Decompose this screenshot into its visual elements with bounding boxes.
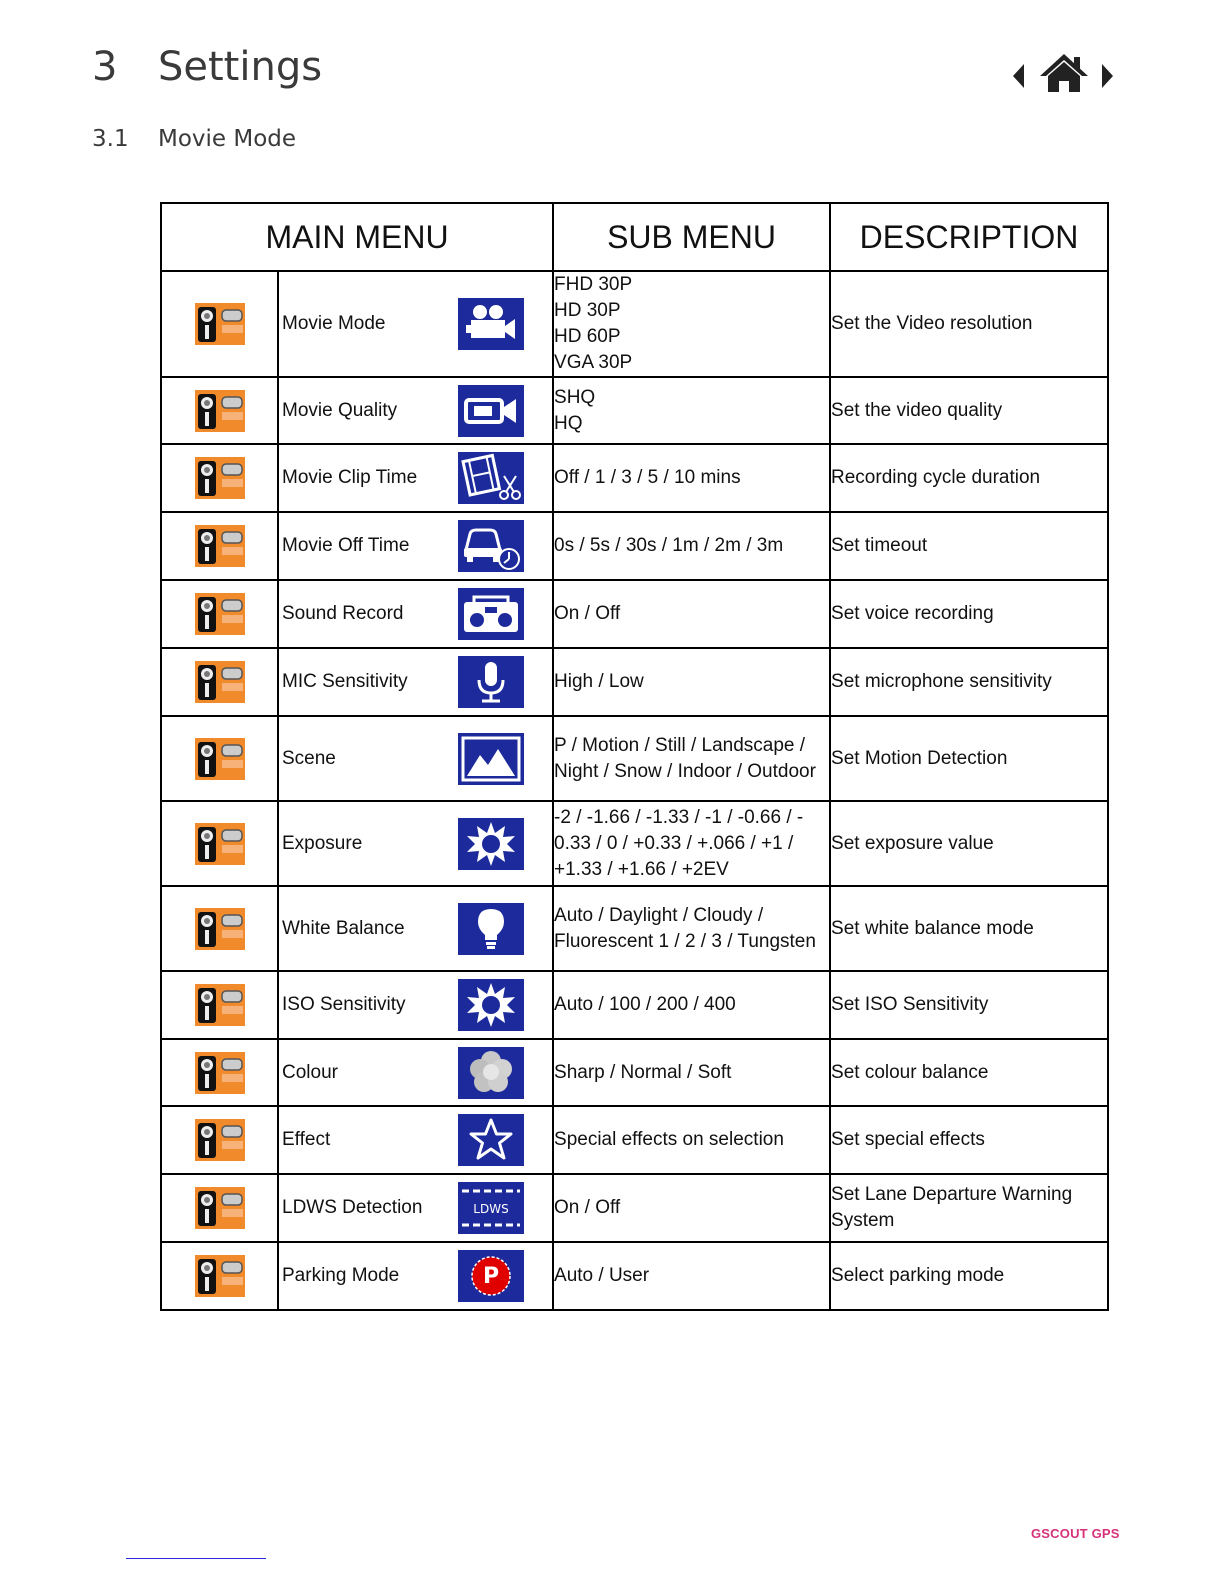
section-number: 3 (92, 44, 118, 90)
table-header-row (161, 203, 1108, 271)
movie-mode-category-icon (195, 661, 245, 703)
description-cell (830, 1106, 1108, 1174)
menu-item-cell (278, 716, 553, 801)
movie-mode-category-icon (195, 525, 245, 567)
menu-item-cell (278, 377, 553, 444)
table-row (161, 1174, 1108, 1242)
parking-icon (458, 1250, 524, 1302)
footer-link-underline[interactable] (126, 1558, 266, 1559)
description-cell (830, 716, 1108, 801)
sub-menu-option: Fluorescent 1 / 2 / 3 / Tungsten (554, 930, 816, 952)
footer-brand: GSCOUT GPS (1031, 1526, 1120, 1541)
menu-category-cell (161, 271, 278, 377)
sub-menu-option: +1.33 / +1.66 / +2EV (554, 858, 729, 880)
boombox-icon (458, 588, 524, 640)
table-row (161, 580, 1108, 648)
menu-category-cell (161, 444, 278, 512)
menu-item-name: Movie Off Time (282, 535, 410, 556)
description-cell (830, 1242, 1108, 1310)
description-text: Recording cycle duration (831, 467, 1041, 488)
menu-item-name: LDWS Detection (282, 1197, 423, 1218)
table-row (161, 1039, 1108, 1106)
menu-item-cell (278, 580, 553, 648)
main-menu-header: MAIN MENU (161, 203, 553, 271)
sub-menu-option: Special effects on selection (554, 1129, 784, 1150)
next-arrow-icon[interactable] (1100, 52, 1116, 96)
sub-menu-option: Auto / 100 / 200 / 400 (554, 994, 736, 1015)
mountain-scene-icon (458, 733, 524, 785)
sub-menu-option: On / Off (554, 1197, 621, 1218)
description-cell (830, 444, 1108, 512)
menu-item-name: ISO Sensitivity (282, 994, 406, 1015)
movie-mode-category-icon (195, 984, 245, 1026)
table-row (161, 801, 1108, 886)
movie-camera-icon (458, 298, 524, 350)
menu-item-cell (278, 512, 553, 580)
menu-item-name: MIC Sensitivity (282, 671, 408, 692)
film-scissors-icon (458, 452, 524, 504)
menu-item-cell (278, 1106, 553, 1174)
menu-item-cell (278, 648, 553, 716)
table-row (161, 1106, 1108, 1174)
menu-category-cell (161, 716, 278, 801)
sub-menu-cell (553, 801, 830, 886)
sub-menu-option: FHD 30P (554, 274, 633, 295)
sub-menu-option: 0s / 5s / 30s / 1m / 2m / 3m (554, 535, 784, 556)
description-text: Select parking mode (831, 1265, 1005, 1286)
description-text: Set colour balance (831, 1061, 989, 1083)
light-bulb-icon (458, 903, 524, 955)
iso-burst-icon (458, 979, 524, 1031)
sub-menu-cell (553, 580, 830, 648)
sub-menu-option: On / Off (554, 603, 621, 624)
menu-item-cell (278, 271, 553, 377)
microphone-icon (458, 656, 524, 708)
sub-menu-cell (553, 886, 830, 971)
sub-menu-cell (553, 648, 830, 716)
description-cell (830, 1174, 1108, 1242)
movie-mode-category-icon (195, 457, 245, 499)
menu-item-cell (278, 971, 553, 1039)
sub-menu-option: HQ (554, 412, 583, 434)
description-text: Set the Video resolution (831, 313, 1033, 334)
subsection-title: Movie Mode (158, 126, 297, 152)
description-text: Set Lane Departure Warning (831, 1184, 1073, 1205)
description-text: Set special effects (831, 1129, 985, 1150)
colour-flower-icon (458, 1047, 524, 1099)
table-row (161, 271, 1108, 377)
prev-arrow-icon[interactable] (1010, 52, 1026, 96)
description-text: Set ISO Sensitivity (831, 994, 989, 1015)
sub-menu-cell (553, 716, 830, 801)
description-text: Set Motion Detection (831, 747, 1008, 769)
menu-item-name: Movie Mode (282, 313, 386, 334)
menu-item-cell (278, 886, 553, 971)
sub-menu-cell (553, 377, 830, 444)
car-clock-icon (458, 520, 524, 572)
sub-menu-cell (553, 271, 830, 377)
sub-menu-option: P / Motion / Still / Landscape / (554, 734, 806, 756)
movie-mode-category-icon (195, 823, 245, 865)
menu-item-cell (278, 801, 553, 886)
movie-mode-category-icon (195, 593, 245, 635)
menu-item-name: Sound Record (282, 603, 404, 624)
ldws-icon (458, 1182, 524, 1234)
table-row (161, 444, 1108, 512)
sub-menu-cell (553, 971, 830, 1039)
description-text: Set timeout (831, 535, 928, 556)
sub-menu-cell (553, 444, 830, 512)
subsection-heading (92, 126, 296, 152)
menu-item-name: Movie Clip Time (282, 467, 418, 488)
movie-mode-category-icon (195, 738, 245, 780)
movie-mode-category-icon (195, 303, 245, 345)
description-cell (830, 886, 1108, 971)
subsection-number: 3.1 (92, 126, 129, 152)
menu-item-cell (278, 1039, 553, 1106)
movie-mode-settings-table (160, 202, 1109, 1311)
menu-category-cell (161, 1039, 278, 1106)
menu-category-cell (161, 801, 278, 886)
description-text: Set white balance mode (831, 917, 1034, 939)
star-icon (458, 1114, 524, 1166)
menu-category-cell (161, 1106, 278, 1174)
table-row (161, 512, 1108, 580)
description-text: Set exposure value (831, 832, 994, 854)
video-camera-icon (458, 385, 524, 437)
exposure-burst-icon (458, 818, 524, 870)
sub-menu-option: SHQ (554, 386, 596, 408)
movie-mode-category-icon (195, 908, 245, 950)
menu-category-cell (161, 971, 278, 1039)
movie-mode-category-icon (195, 1255, 245, 1297)
description-text: System (831, 1210, 895, 1231)
sub-menu-cell (553, 1242, 830, 1310)
description-cell (830, 377, 1108, 444)
sub-menu-option: Off / 1 / 3 / 5 / 10 mins (554, 467, 741, 488)
home-icon[interactable] (1038, 52, 1090, 96)
menu-item-name: Scene (282, 747, 336, 769)
menu-category-cell (161, 512, 278, 580)
movie-mode-category-icon (195, 1052, 245, 1094)
menu-category-cell (161, 886, 278, 971)
sub-menu-option: HD 60P (554, 326, 621, 347)
menu-category-cell (161, 1242, 278, 1310)
sub-menu-option: 0.33 / 0 / +0.33 / +.066 / +1 / (554, 832, 794, 854)
table-row (161, 1242, 1108, 1310)
ldws-icon-label: LDWS (473, 1202, 509, 1216)
menu-item-name: Parking Mode (282, 1265, 400, 1286)
table-row (161, 377, 1108, 444)
page-navigation (1010, 52, 1120, 96)
menu-category-cell (161, 1174, 278, 1242)
description-cell (830, 971, 1108, 1039)
menu-item-name: Exposure (282, 832, 363, 854)
table-row (161, 716, 1108, 801)
menu-item-name: White Balance (282, 917, 405, 939)
sub-menu-option: Auto / Daylight / Cloudy / (554, 904, 764, 926)
menu-item-cell (278, 1242, 553, 1310)
sub-menu-option: Sharp / Normal / Soft (554, 1061, 732, 1083)
movie-mode-category-icon (195, 1119, 245, 1161)
table-row (161, 886, 1108, 971)
description-text: Set voice recording (831, 603, 994, 624)
sub-menu-cell (553, 1174, 830, 1242)
description-cell (830, 648, 1108, 716)
sub-menu-option: HD 30P (554, 300, 621, 321)
description-cell (830, 580, 1108, 648)
sub-menu-cell (553, 1039, 830, 1106)
sub-menu-option: Night / Snow / Indoor / Outdoor (554, 760, 816, 782)
menu-item-name: Colour (282, 1061, 338, 1083)
description-cell (830, 801, 1108, 886)
sub-menu-header: SUB MENU (553, 203, 830, 271)
menu-item-cell (278, 444, 553, 512)
menu-category-cell (161, 377, 278, 444)
sub-menu-cell (553, 512, 830, 580)
table-row (161, 971, 1108, 1039)
section-heading (92, 44, 322, 90)
description-cell (830, 512, 1108, 580)
description-cell (830, 271, 1108, 377)
menu-item-name: Movie Quality (282, 399, 398, 421)
section-title: Settings (158, 44, 323, 90)
movie-mode-category-icon (195, 1187, 245, 1229)
menu-category-cell (161, 580, 278, 648)
sub-menu-option: High / Low (554, 671, 644, 692)
parking-icon-label: P (482, 1264, 500, 1289)
sub-menu-option: -2 / -1.66 / -1.33 / -1 / -0.66 / - (554, 806, 804, 828)
menu-item-cell (278, 1174, 553, 1242)
description-text: Set microphone sensitivity (831, 671, 1052, 692)
menu-item-name: Effect (282, 1129, 331, 1150)
movie-mode-category-icon (195, 390, 245, 432)
sub-menu-option: VGA 30P (554, 352, 633, 373)
description-text: Set the video quality (831, 399, 1003, 421)
description-cell (830, 1039, 1108, 1106)
sub-menu-option: Auto / User (554, 1265, 650, 1286)
description-header: DESCRIPTION (830, 203, 1108, 271)
table-row (161, 648, 1108, 716)
menu-category-cell (161, 648, 278, 716)
sub-menu-cell (553, 1106, 830, 1174)
